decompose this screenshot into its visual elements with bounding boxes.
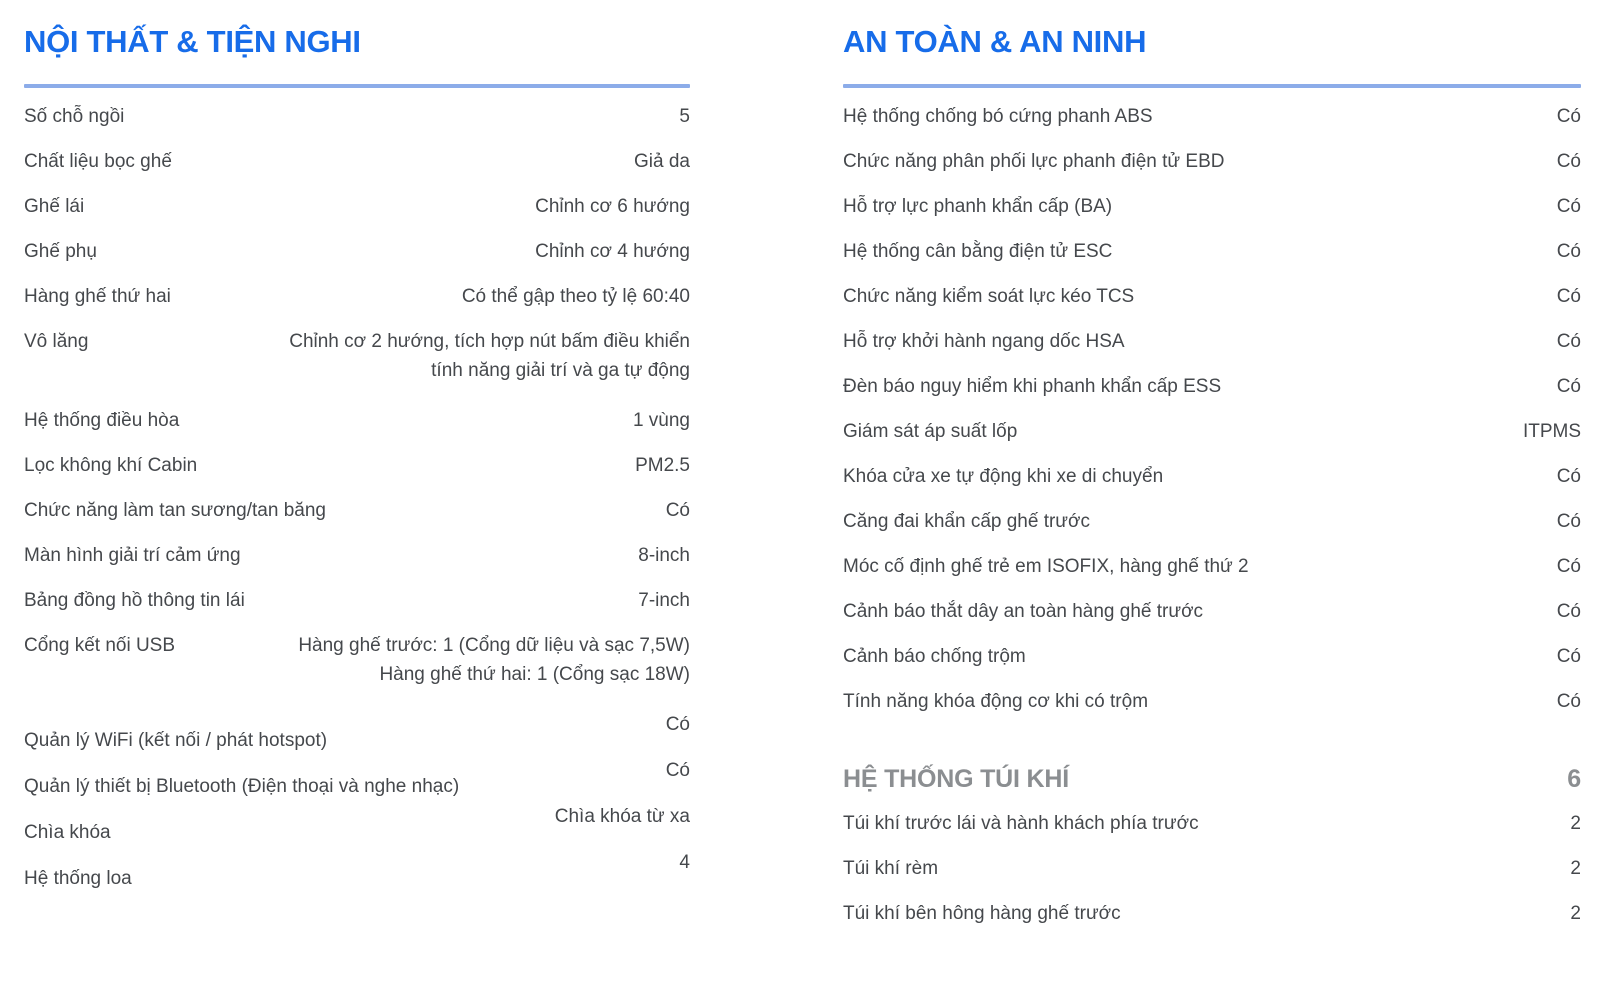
spec-row	[24, 151, 690, 173]
spec-value	[298, 635, 690, 686]
spec-value	[1557, 556, 1581, 578]
spec-value-line: Chỉnh cơ 4 hướng	[535, 241, 690, 262]
spec-value	[1570, 903, 1581, 925]
spec-row	[24, 331, 690, 382]
spec-value-line: Có	[665, 500, 690, 521]
spec-value-line: Có	[1556, 241, 1581, 262]
spec-value-line: tính năng giải trí và ga tự động	[431, 360, 690, 381]
spec-row	[24, 196, 690, 218]
spec-value-line: 1 vùng	[632, 410, 690, 431]
spec-value	[1557, 691, 1581, 713]
spec-value	[1557, 466, 1581, 488]
spec-value	[679, 106, 690, 128]
spec-value	[462, 286, 690, 308]
spec-value-line: Có	[1556, 376, 1581, 397]
spec-row	[843, 376, 1581, 398]
spec-label: Hỗ trợ lực phanh khẩn cấp (BA)	[843, 196, 1113, 217]
spec-value-line: 2	[1570, 903, 1581, 924]
spec-value-line: Chìa khóa từ xa	[554, 806, 690, 827]
spec-value	[1557, 646, 1581, 668]
spec-label: Cổng kết nối USB	[24, 635, 176, 656]
spec-label: Quản lý WiFi (kết nối / phát hotspot)	[24, 730, 328, 751]
spec-row	[24, 590, 690, 612]
spec-label: Giám sát áp suất lốp	[843, 421, 1018, 442]
spec-label: Chức năng làm tan sương/tan băng	[24, 500, 326, 521]
spec-label: Đèn báo nguy hiểm khi phanh khẩn cấp ESS	[843, 376, 1222, 397]
spec-label: Căng đai khẩn cấp ghế trước	[843, 511, 1090, 532]
spec-value	[1557, 511, 1581, 533]
spec-label: Hệ thống loa	[24, 868, 132, 889]
spec-row	[24, 545, 690, 567]
spec-value-line: Có	[1556, 601, 1581, 622]
spec-value-line: 4	[679, 852, 690, 873]
spec-value	[1557, 376, 1581, 398]
spec-row	[843, 466, 1581, 488]
spec-label: Ghế phụ	[24, 241, 97, 262]
spec-value-line: 5	[679, 106, 690, 127]
spec-label: Tính năng khóa động cơ khi có trộm	[843, 691, 1149, 712]
spec-row	[24, 455, 690, 477]
spec-value	[289, 331, 690, 382]
spec-value	[1557, 331, 1581, 353]
spec-row	[843, 421, 1581, 443]
spec-value-line: ITPMS	[1522, 421, 1581, 442]
spec-value	[1557, 241, 1581, 263]
spec-label: Hàng ghế thứ hai	[24, 286, 171, 307]
spec-row	[843, 858, 1581, 880]
spec-row	[24, 286, 690, 308]
spec-label: Hệ thống điều hòa	[24, 410, 180, 431]
subsection-header-row	[843, 765, 1581, 793]
spec-value	[535, 241, 690, 263]
spec-row	[843, 511, 1581, 533]
section-title-interior: NỘI THẤT & TIỆN NGHI	[24, 24, 361, 59]
spec-row	[843, 556, 1581, 578]
section-title-safety: AN TOÀN & AN NINH	[843, 24, 1147, 59]
spec-value-line: PM2.5	[635, 455, 690, 476]
spec-value-line: 6	[1567, 765, 1581, 793]
spec-value-line: Có	[1556, 106, 1581, 127]
section-safety-security	[843, 24, 1581, 948]
spec-value	[1570, 813, 1581, 835]
spec-value-line: Có	[665, 760, 690, 781]
spec-value	[535, 196, 690, 218]
spec-value	[666, 500, 690, 522]
spec-row	[24, 635, 690, 686]
spec-label: Hệ thống cân bằng điện tử ESC	[843, 241, 1113, 262]
spec-value	[1557, 106, 1581, 128]
spec-label: Khóa cửa xe tự động khi xe di chuyển	[843, 466, 1164, 487]
spec-row	[843, 196, 1581, 218]
spec-row	[843, 813, 1581, 835]
spec-row	[24, 241, 690, 263]
spec-value	[634, 151, 690, 173]
spec-label: Bảng đồng hồ thông tin lái	[24, 590, 245, 611]
spec-value-line: Có	[1556, 331, 1581, 352]
section-rows-safety	[843, 106, 1581, 925]
spec-row	[24, 806, 690, 844]
spec-value	[1557, 151, 1581, 173]
spec-label: Quản lý thiết bị Bluetooth (Điện thoại và nghe nhạc)	[24, 776, 460, 797]
spec-label: Chức năng kiểm soát lực kéo TCS	[843, 286, 1135, 307]
spec-label: Cảnh báo thắt dây an toàn hàng ghế trước	[843, 601, 1204, 622]
spec-value-line: Có	[1556, 286, 1581, 307]
subsection-title: HỆ THỐNG TÚI KHÍ	[843, 765, 1069, 793]
section-underline	[843, 84, 1581, 88]
spec-value-line: Có	[1556, 196, 1581, 217]
spec-label: Vô lăng	[24, 331, 89, 352]
spec-value-line: Giả da	[634, 151, 690, 172]
spec-value-line: Có	[665, 714, 690, 735]
spec-label: Túi khí trước lái và hành khách phía trước	[843, 813, 1199, 834]
spec-row	[24, 410, 690, 432]
spec-label: Ghế lái	[24, 196, 85, 217]
spec-value-line: Có	[1556, 691, 1581, 712]
spec-value-line: 7-inch	[638, 590, 690, 611]
spec-value	[635, 455, 690, 477]
spec-row	[24, 500, 690, 522]
spec-label: Số chỗ ngồi	[24, 106, 125, 127]
spec-row	[843, 646, 1581, 668]
spec-row	[843, 601, 1581, 623]
spec-label: Chất liệu bọc ghế	[24, 151, 172, 172]
spec-value-line: 2	[1570, 858, 1581, 879]
spec-value	[1557, 601, 1581, 623]
spec-value-line: Hàng ghế trước: 1 (Cổng dữ liệu và sạc 7,5W)	[298, 635, 690, 656]
spec-label: Chìa khóa	[24, 822, 111, 843]
spec-row	[24, 106, 690, 128]
spec-row	[843, 331, 1581, 353]
spec-value-line: Có	[1556, 556, 1581, 577]
spec-label: Túi khí rèm	[843, 858, 939, 879]
spec-row	[843, 286, 1581, 308]
spec-row	[24, 714, 690, 752]
spec-value-line: Có thể gập theo tỷ lệ 60:40	[461, 286, 690, 307]
section-interior-amenities	[24, 24, 690, 948]
spec-label: Hệ thống chống bó cứng phanh ABS	[843, 106, 1153, 127]
spec-label: Chức năng phân phối lực phanh điện tử EBD	[843, 151, 1225, 172]
spec-value	[1557, 286, 1581, 308]
subsection-value	[1567, 765, 1581, 793]
spec-row	[843, 691, 1581, 713]
spec-value-line: Có	[1556, 646, 1581, 667]
spec-label: Màn hình giải trí cảm ứng	[24, 545, 241, 566]
section-underline	[24, 84, 690, 88]
section-rows-interior	[24, 106, 690, 890]
spec-row	[843, 241, 1581, 263]
spec-value	[638, 545, 690, 567]
spec-label: Túi khí bên hông hàng ghế trước	[843, 903, 1121, 924]
spec-row	[843, 903, 1581, 925]
spec-value	[633, 410, 690, 432]
spec-label: Hỗ trợ khởi hành ngang dốc HSA	[843, 331, 1125, 352]
spec-row	[24, 852, 690, 890]
spec-value	[1570, 858, 1581, 880]
spec-row	[843, 151, 1581, 173]
spec-row	[24, 760, 690, 798]
spec-label: Cảnh báo chống trộm	[843, 646, 1026, 667]
spec-value-line: Có	[1556, 151, 1581, 172]
spec-value	[1523, 421, 1581, 443]
spec-value-line: Chỉnh cơ 6 hướng	[535, 196, 690, 217]
spec-label: Lọc không khí Cabin	[24, 455, 198, 476]
spec-value-line: Hàng ghế thứ hai: 1 (Cổng sạc 18W)	[379, 664, 690, 685]
spec-value	[1557, 196, 1581, 218]
spec-row	[843, 106, 1581, 128]
spec-value-line: 2	[1570, 813, 1581, 834]
spec-label: Móc cố định ghế trẻ em ISOFIX, hàng ghế thứ 2	[843, 556, 1249, 577]
spec-value-line: Có	[1556, 466, 1581, 487]
spec-value	[638, 590, 690, 612]
spec-value-line: Chỉnh cơ 2 hướng, tích hợp nút bấm điều khiển	[289, 331, 690, 352]
spec-value-line: 8-inch	[638, 545, 690, 566]
spec-value-line: Có	[1556, 511, 1581, 532]
